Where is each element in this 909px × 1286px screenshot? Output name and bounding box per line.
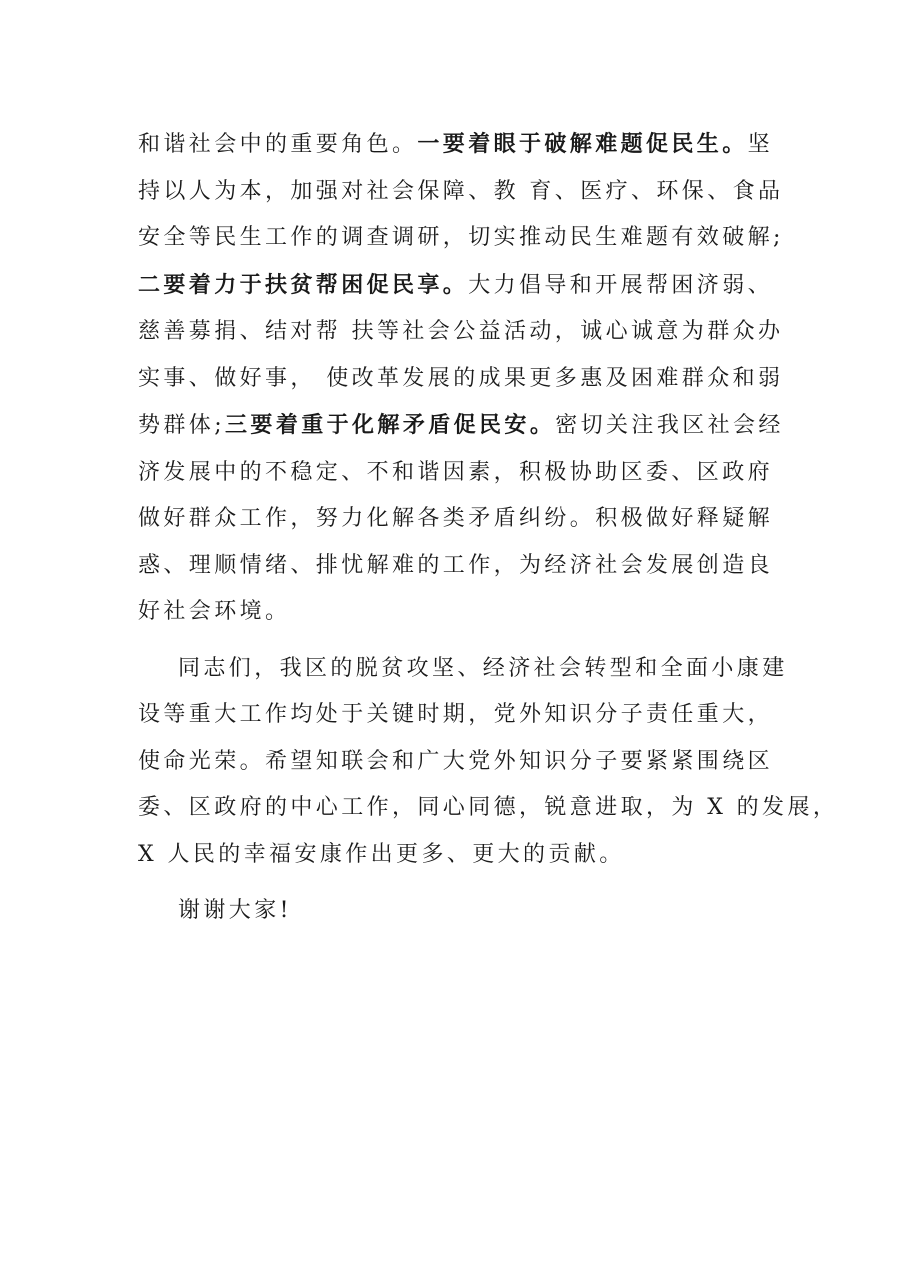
task-heading-two: 二要着力于扶贫帮困促民享。 bbox=[138, 271, 469, 298]
text-run: 使命光荣。希望知联会和广大党外知识分子要紧紧围绕区 bbox=[138, 748, 774, 774]
task-heading-one: 一要着眼于破解难题促民生。 bbox=[417, 131, 748, 157]
text-line bbox=[138, 888, 784, 935]
text-line bbox=[138, 589, 784, 636]
text-run: 设等重大工作均处于关键时期，党外知识分子责任重大， bbox=[138, 702, 774, 727]
text-line bbox=[138, 356, 784, 403]
paragraph-minsheng-tasks bbox=[138, 121, 784, 636]
text-run: 势群体; bbox=[138, 413, 226, 438]
document-body bbox=[138, 121, 839, 935]
text-run: 大力倡导和开展帮困济弱、 bbox=[468, 272, 774, 298]
text-line bbox=[138, 262, 784, 310]
text-run: 济发展中的不稳定、不和谐因素，积极协助区委、区政府 bbox=[138, 459, 774, 485]
text-run: 慈善募捐、结对帮 扶等社会公益活动，诚心诚意为群众办 bbox=[138, 319, 784, 344]
text-line bbox=[138, 543, 784, 590]
text-line bbox=[138, 692, 784, 739]
text-run: 同志们，我区的脱贫攻坚、经济社会转型和全面小康建 bbox=[178, 655, 788, 681]
text-run: 谢谢大家! bbox=[178, 898, 292, 923]
text-line bbox=[138, 646, 788, 693]
paragraph-thanks bbox=[138, 888, 784, 935]
text-run: 惑、理顺情绪、排忧解难的工作，为经济社会发展创造良 bbox=[138, 552, 774, 578]
text-run: 安全等民生工作的调查调研，切实推动民生难题有效破解; bbox=[138, 225, 784, 250]
text-line bbox=[138, 832, 784, 879]
text-run: 做好群众工作，努力化解各类矛盾纠纷。积极做好释疑解 bbox=[138, 506, 774, 531]
paragraph-closing-appeal bbox=[138, 646, 839, 879]
text-run: X 人民的幸福安康作出更多、更大的贡献。 bbox=[138, 841, 625, 867]
text-run: 坚 bbox=[747, 132, 774, 157]
text-run: 实事、做好事， 使改革发展的成果更多惠及困难群众和弱 bbox=[138, 365, 784, 391]
task-heading-three: 三要着重于化解矛盾促民安。 bbox=[225, 412, 556, 438]
text-run: 委、区政府的中心工作，同心同德，锐意进取，为 X 的发展， bbox=[138, 795, 839, 820]
text-run: 密切关注我区社会经 bbox=[555, 413, 784, 438]
text-line bbox=[138, 496, 784, 543]
text-run: 持以人为本，加强对社会保障、教 育、医疗、环保、食品 bbox=[138, 178, 784, 204]
text-run: 和谐社会中的重要角色。 bbox=[138, 132, 418, 157]
text-line bbox=[138, 450, 784, 497]
text-line bbox=[138, 121, 784, 169]
text-line bbox=[138, 785, 839, 832]
text-line bbox=[138, 215, 784, 262]
text-line bbox=[138, 169, 784, 216]
text-run: 好社会环境。 bbox=[138, 599, 291, 624]
text-line bbox=[138, 402, 784, 450]
text-line bbox=[138, 309, 784, 356]
text-line bbox=[138, 739, 784, 786]
